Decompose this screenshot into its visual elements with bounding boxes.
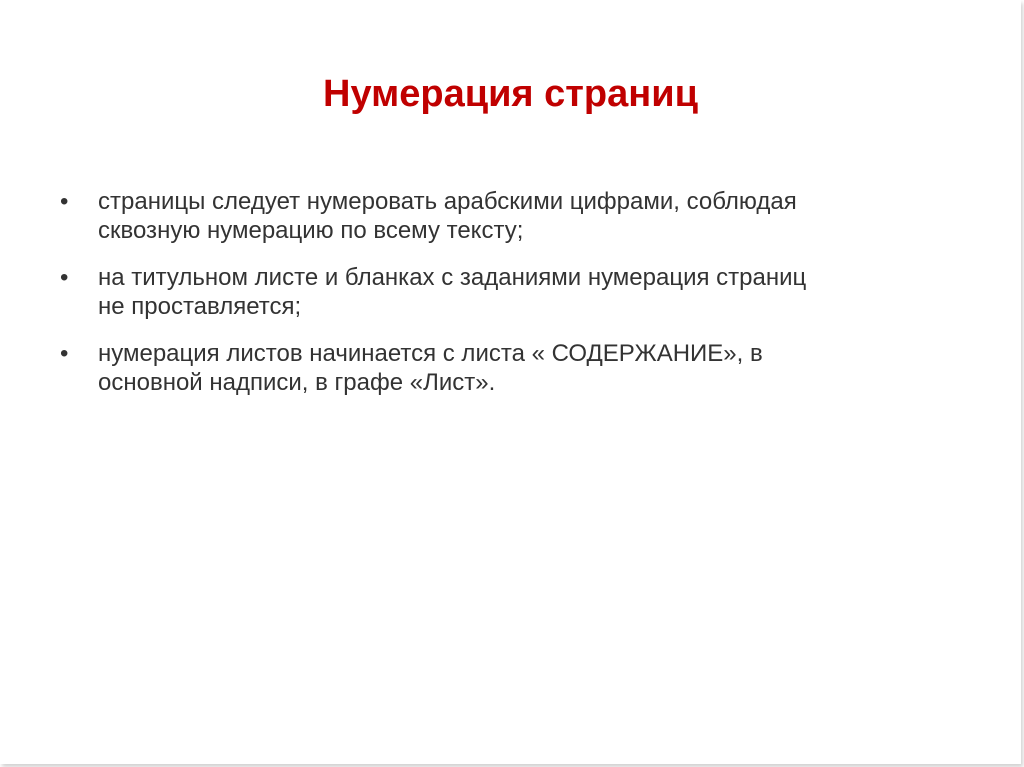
bullet-text-3 (98, 339, 960, 397)
bullet-text-line: сквозную нумерацию по всему тексту; (98, 217, 524, 244)
slide-title: Нумерация страниц (323, 73, 698, 115)
bullet-text-line: основной надписи, в графе «Лист». (98, 369, 496, 396)
bullet-text-line: страницы следует нумеровать арабскими цифрами, соблюдая (98, 188, 797, 215)
bullet-text-line: не проставляется; (98, 293, 302, 320)
bullet-text-2 (98, 263, 960, 321)
bullet-marker: • (60, 340, 69, 367)
bullet-text-line: нумерация листов начинается с листа « СОДЕРЖАНИЕ», в (98, 340, 763, 367)
bullet-list (60, 187, 960, 415)
bullet-item-2 (60, 263, 960, 321)
bullet-text-1 (98, 187, 960, 245)
bullet-marker: • (60, 188, 69, 215)
bullet-text-line: на титульном листе и бланках с заданиями нумерация страниц (98, 264, 807, 291)
bullet-marker: • (60, 264, 69, 291)
bullet-item-1 (60, 187, 960, 245)
bullet-item-3 (60, 339, 960, 397)
